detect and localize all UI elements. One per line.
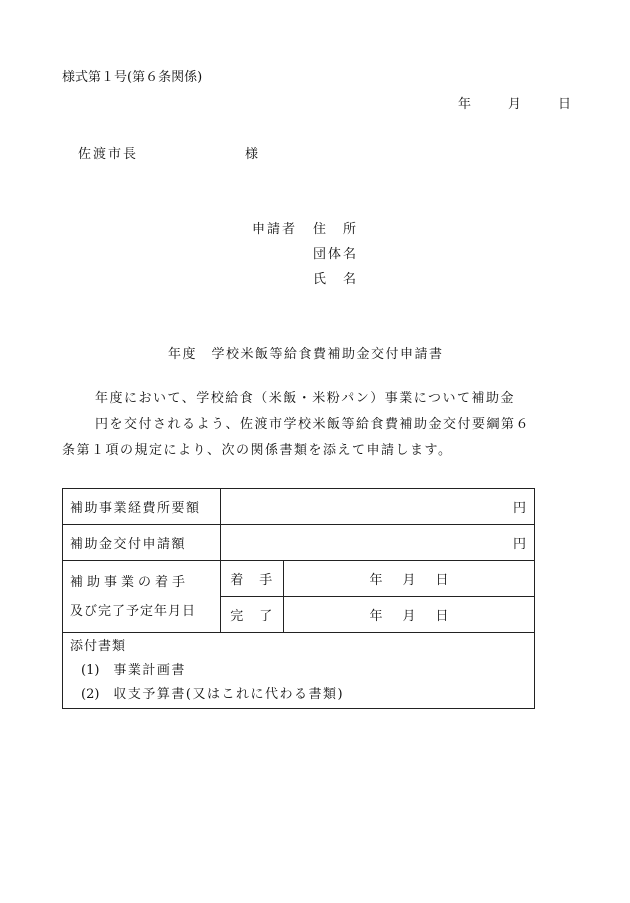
- expense-label: 補助事業経費所要額: [63, 489, 221, 525]
- start-month: 月: [402, 573, 416, 588]
- application-table: [62, 488, 535, 709]
- request-amount-field[interactable]: [221, 525, 535, 561]
- table-row: [63, 561, 535, 597]
- schedule-label: [63, 561, 221, 633]
- date-line: [458, 93, 571, 112]
- form-number: 様式第１号(第６条関係): [62, 70, 203, 85]
- applicant-name-label: 氏 名: [313, 272, 359, 287]
- body-line-2: 円を交付されるよう、佐渡市学校米飯等給食費補助金交付要綱第６: [95, 417, 531, 432]
- applicant-address-label: 住 所: [313, 222, 359, 237]
- attachments-cell: [63, 633, 535, 709]
- start-year: 年: [369, 573, 383, 588]
- attachment-text: 収支予算書(又はこれに代わる書類): [113, 687, 345, 702]
- document-title: 年度 学校米飯等給食費補助金交付申請書: [168, 347, 444, 362]
- finish-day: 日: [435, 609, 449, 624]
- request-label: 補助金交付申請額: [63, 525, 221, 561]
- finish-year: 年: [369, 609, 383, 624]
- finish-label: 完 了: [221, 597, 284, 633]
- body-line-3: 条第１項の規定により、次の関係書類を添えて申請します。: [62, 443, 453, 458]
- applicant-org-label: 団体名: [313, 247, 359, 262]
- table-row: [63, 525, 535, 561]
- attachment-num: (1): [81, 663, 100, 678]
- date-month: 月: [508, 97, 522, 112]
- expense-unit: 円: [512, 501, 526, 516]
- schedule-label-line1: 補助事業の着手: [70, 574, 190, 590]
- applicant-role: 申請者: [252, 222, 298, 237]
- table-row: [63, 633, 535, 709]
- start-label: 着 手: [221, 561, 284, 597]
- finish-month: 月: [402, 609, 416, 624]
- addressee-honorific: 様: [245, 147, 259, 162]
- date-year: 年: [458, 97, 472, 112]
- start-day: 日: [435, 573, 449, 588]
- attachment-item: [70, 659, 534, 683]
- attachment-item: [70, 683, 534, 707]
- finish-date-field[interactable]: [284, 597, 535, 633]
- schedule-label-line2: 及び完了予定年月日: [70, 603, 197, 619]
- expense-amount-field[interactable]: [221, 489, 535, 525]
- attachment-num: (2): [81, 687, 100, 702]
- date-day: 日: [558, 97, 572, 112]
- request-unit: 円: [512, 537, 526, 552]
- table-row: [63, 489, 535, 525]
- attachments-label: 添付書類: [70, 639, 127, 654]
- attachment-text: 事業計画書: [113, 663, 186, 678]
- body-line-1: 年度において、学校給食（米飯・米粉パン）事業について補助金: [95, 391, 515, 406]
- start-date-field[interactable]: [284, 561, 535, 597]
- addressee-name: 佐渡市長: [78, 147, 139, 162]
